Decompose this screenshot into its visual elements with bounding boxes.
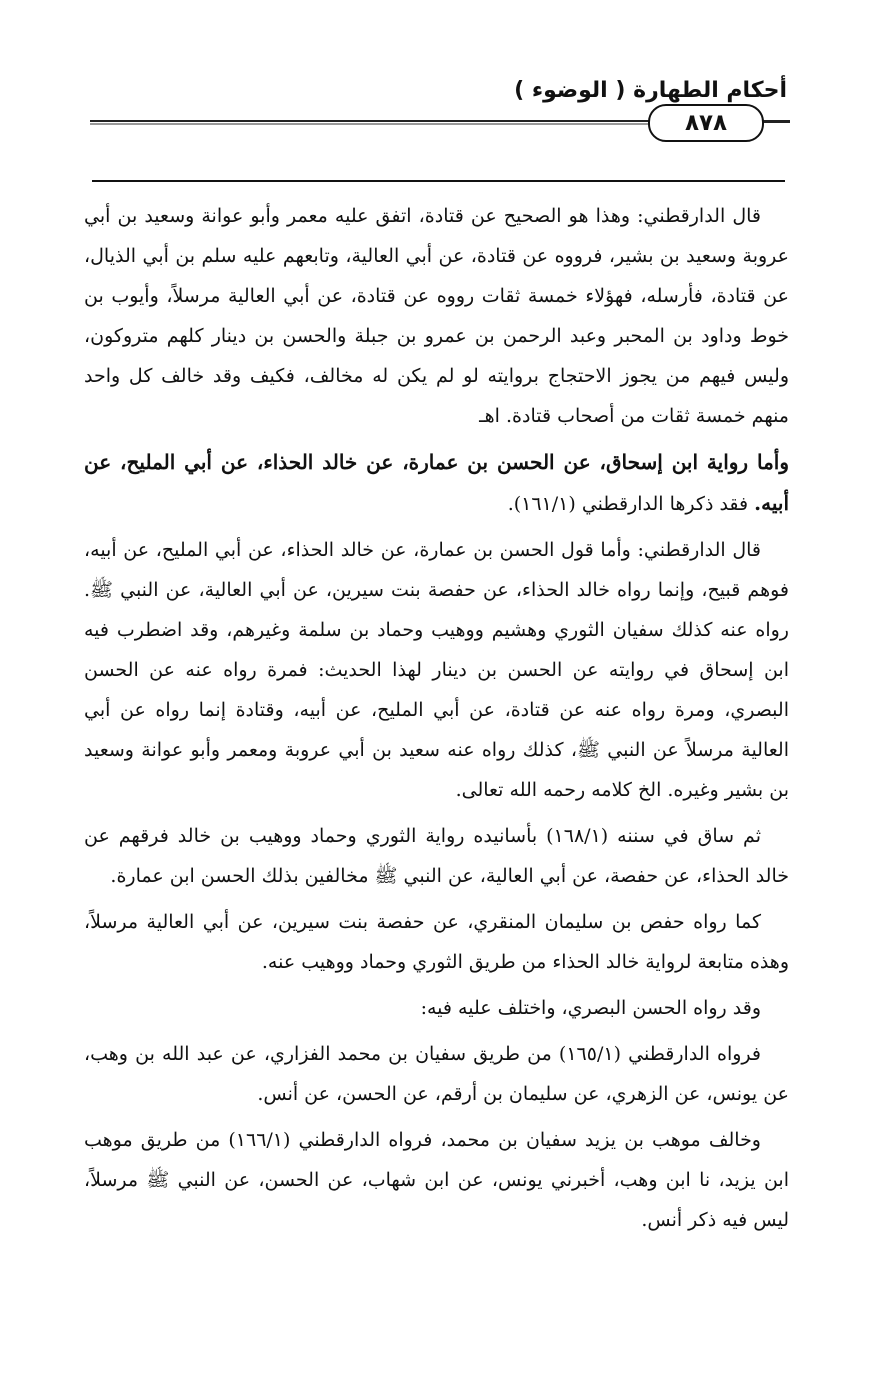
section-paragraph — [84, 442, 789, 524]
page-number: ٨٧٨ — [648, 104, 764, 142]
header-rule — [90, 120, 721, 125]
paragraph-5: وقد رواه الحسن البصري، واختلف عليه فيه: — [420, 997, 761, 1019]
paragraph-2: قال الدارقطني: وأما قول الحسن بن عمارة، عن خالد الحذاء، عن أبي المليح، عن أبيه، فوهم قبيح، وإنما رواه خالد الحذاء، عن حفصة بنت سيرين، عن أبي العالية، عن النبي ﷺ. رواه عنه كذلك سفيان الثوري وهشيم ووهيب وحماد بن سلمة وغيرهم، وقد اضطرب فيه ابن إسحاق في روايته عن الحسن بن دينار لهذا الحديث: فمرة رواه عنه عن الحسن البصري، ومرة رواه عنه عن قتادة، عن أبي المليح، عن أبيه، وقتادة إنما رواه عن أبي العالية مرسلاً عن النبي ﷺ، كذلك رواه عنه سعيد بن أبي عروبة ومعمر وأبو عوانة وسعيد بن بشير وغيره. الخ كلامه رحمه الله تعالى. — [84, 539, 789, 801]
paragraph-4: كما رواه حفص بن سليمان المنقري، عن حفصة بنت سيرين، عن أبي العالية مرسلاً، وهذه متابعة لرواية خالد الحذاء من طريق الثوري وحماد ووهيب عنه. — [84, 911, 789, 973]
section-rest: فقد ذكرها الدارقطني (١٦١/١). — [507, 493, 749, 515]
running-title: أحكام الطهارة ( الوضوء ) — [514, 78, 787, 103]
paragraph-3: ثم ساق في سننه (١٦٨/١) بأسانيده رواية الثوري وحماد ووهيب بن خالد فرقهم عن خالد الحذاء، عن حفصة، عن أبي العالية، عن النبي ﷺ مخالفين بذلك الحسن ابن عمارة. — [84, 825, 789, 887]
header-rule-right — [760, 120, 790, 123]
paragraph-7: وخالف موهب بن يزيد سفيان بن محمد، فرواه الدارقطني (١٦٦/١) من طريق موهب ابن يزيد، نا ابن وهب، أخبرني يونس، عن ابن شهاب، عن الحسن، عن النبي ﷺ مرسلاً، ليس فيه ذكر أنس. — [84, 1129, 789, 1231]
paragraph-6: فرواه الدارقطني (١٦٥/١) من طريق سفيان بن محمد الفزاري، عن عبد الله بن وهب، عن يونس، عن الزهري، عن سليمان بن أرقم، عن الحسن، عن أنس. — [84, 1043, 789, 1105]
text-top-rule — [92, 180, 785, 182]
section-heading: وأما رواية ابن إسحاق، عن الحسن بن عمارة، عن خالد الحذاء، عن أبي المليح، عن أبيه. — [84, 450, 789, 515]
paragraph-1: قال الدارقطني: وهذا هو الصحيح عن قتادة، اتفق عليه معمر وأبو عوانة وسعيد بن أبي عروبة وسعيد بن بشير، فرووه عن قتادة، عن أبي العالية، وتابعهم عليه سلم بن أبي الذيال، عن قتادة، فأرسله، فهؤلاء خمسة ثقات رووه عن قتادة، عن أبي العالية مرسلاً، وأيوب بن خوط وداود بن المحبر وعبد الرحمن بن عمرو بن جبلة والحسن بن دينار كلهم متروكون، وليس فيهم من يجوز الاحتجاج بروايته لو لم يكن له مخالف، فكيف وقد خالف كل واحد منهم خمسة ثقات من أصحاب قتادة. اهـ — [84, 205, 789, 427]
page-body — [84, 196, 789, 1246]
